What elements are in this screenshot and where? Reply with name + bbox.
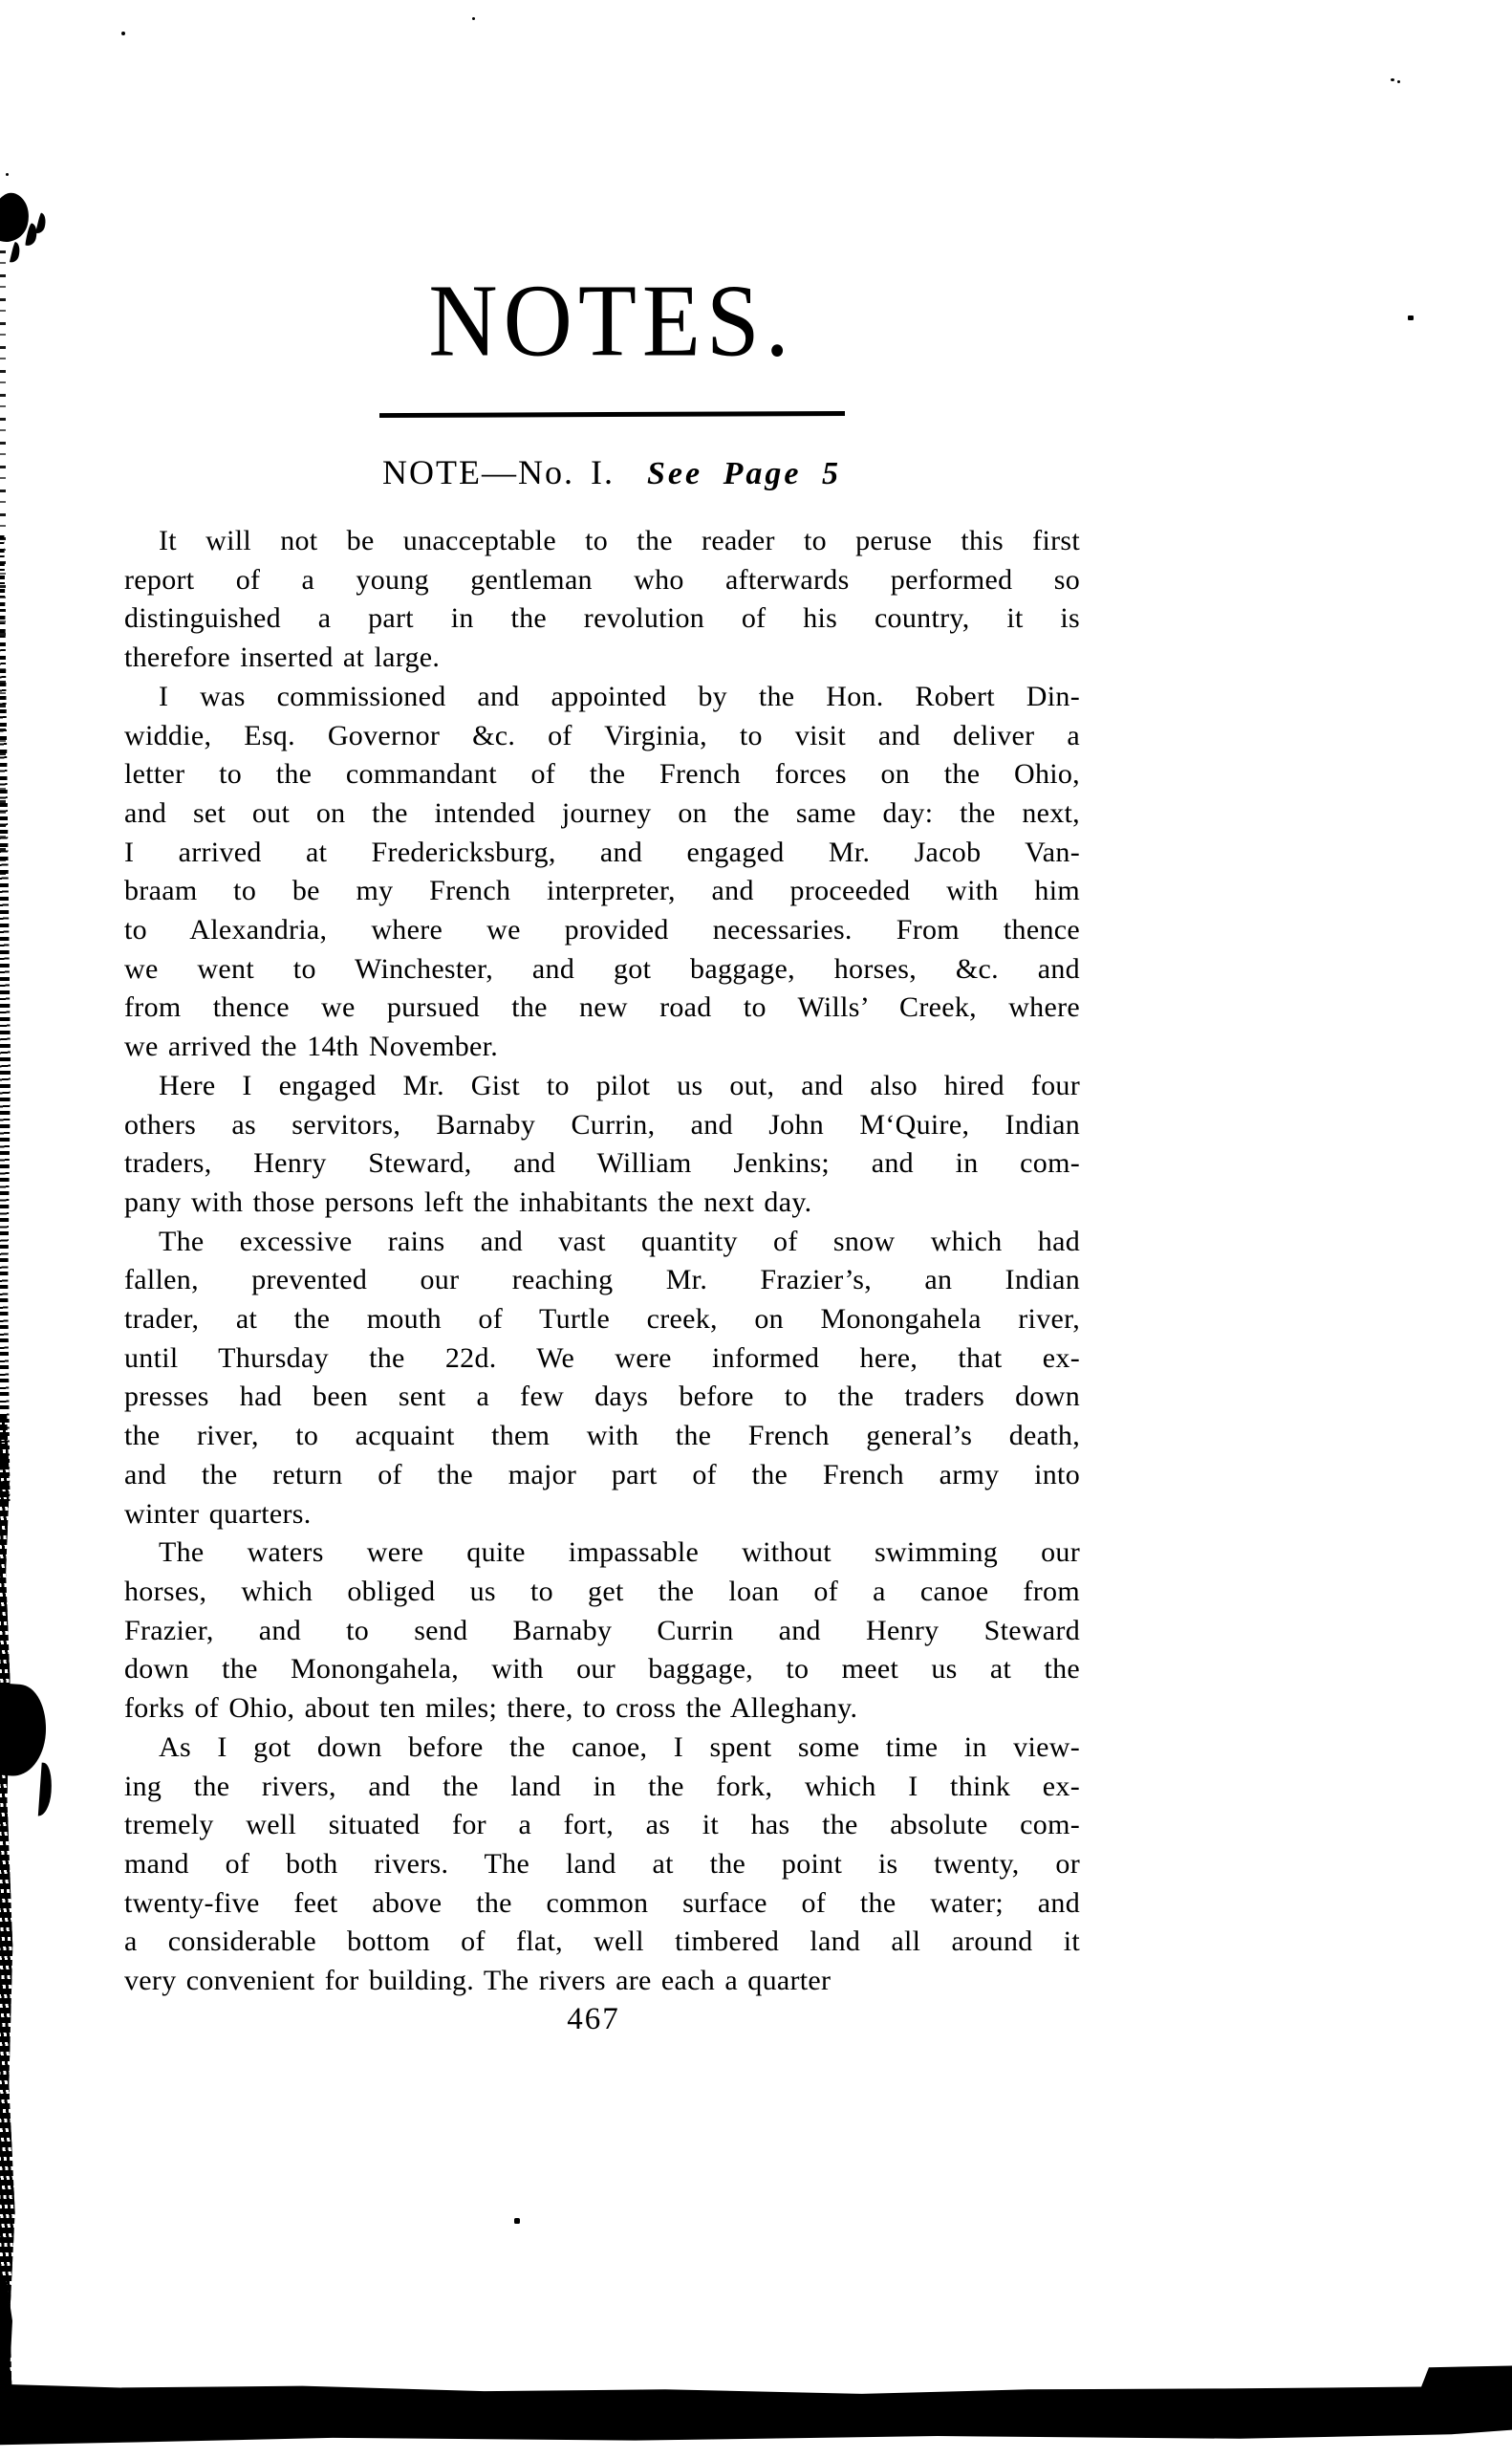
text-line: distinguished a part in the revolution of his country, it is	[124, 602, 1080, 635]
scan-ink-blob	[0, 189, 34, 247]
scan-edge-noise	[0, 1415, 16, 2400]
text-line: horses, which obliged us to get the loan of a canoe from	[124, 1575, 1080, 1607]
text-line: the river, to acquaint them with the French general’s death,	[124, 1420, 1080, 1452]
text-line: we went to Winchester, and got baggage, horses, &c. and	[124, 952, 1080, 985]
note-number-label: NOTE—No. I.	[382, 453, 615, 491]
text-line: until Thursday the 22d. We were informed here, that ex-	[124, 1341, 1080, 1374]
note-heading	[134, 451, 1090, 495]
text-line: down the Monongahela, with our baggage, to meet us at the	[124, 1653, 1080, 1686]
text-line: letter to the commandant of the French forces on the Ohio,	[124, 758, 1080, 791]
scan-bottom-bar	[0, 2360, 1512, 2447]
text-line: fallen, prevented our reaching Mr. Frazier’s, an Indian	[124, 1264, 1080, 1296]
text-line: presses had been sent a few days before to the traders down	[124, 1381, 1080, 1413]
scan-ink-blob	[0, 1683, 49, 1777]
scan-speck	[6, 173, 9, 176]
text-line: winter quarters.	[124, 1497, 312, 1530]
title-divider-rule	[379, 411, 845, 418]
text-line: The waters were quite impassable without swimming our	[159, 1536, 1080, 1569]
text-line: twenty-five feet above the common surface of the water; and	[124, 1886, 1080, 1919]
text-line: forks of Ohio, about ten miles; there, to cross the Alleghany.	[124, 1692, 858, 1725]
text-line: report of a young gentleman who afterwards performed so	[124, 563, 1080, 596]
text-line: The excessive rains and vast quantity of snow which had	[159, 1225, 1080, 1257]
text-line: trader, at the mouth of Turtle creek, on Monongahela river,	[124, 1303, 1080, 1336]
text-line: we arrived the 14th November.	[124, 1031, 499, 1063]
text-line: tremely well situated for a fort, as it has the absolute com-	[124, 1809, 1080, 1841]
scan-speck	[1391, 78, 1394, 81]
text-line: therefore inserted at large.	[124, 642, 441, 674]
scan-edge-noise	[0, 250, 6, 881]
text-line: traders, Henry Steward, and William Jenkins; and in com-	[124, 1147, 1080, 1180]
note-page-reference: See Page 5	[647, 456, 841, 491]
scan-speck	[472, 17, 475, 20]
text-line: and the return of the major part of the French army into	[124, 1458, 1080, 1490]
scan-edge-noise	[0, 535, 11, 1501]
text-line: a considerable bottom of flat, well timbered land all around it	[124, 1925, 1080, 1958]
text-line: I arrived at Fredericksburg, and engaged Mr. Jacob Van-	[124, 836, 1080, 868]
scan-speck	[1408, 315, 1414, 320]
text-line: and set out on the intended journey on the same day: the next,	[124, 796, 1080, 829]
scan-speck	[1397, 80, 1400, 83]
text-line: As I got down before the canoe, I spent some time in view-	[159, 1730, 1080, 1763]
note-body	[124, 522, 1080, 2001]
text-line: to Alexandria, where we provided necessaries. From thence	[124, 914, 1080, 946]
text-line: others as servitors, Barnaby Currin, and John M‘Quire, Indian	[124, 1108, 1080, 1141]
text-line: very convenient for building. The rivers are each a quarter	[124, 1965, 832, 1997]
text-line: mand of both rivers. The land at the point is twenty, or	[124, 1847, 1080, 1880]
scan-speck	[121, 32, 125, 35]
scan-speck	[514, 2218, 520, 2224]
text-line: It will not be unacceptable to the reader to peruse this first	[159, 525, 1080, 556]
text-line: braam to be my French interpreter, and proceeded with him	[124, 875, 1080, 907]
text-line: widdie, Esq. Governor &c. of Virginia, to visit and deliver a	[124, 719, 1080, 751]
text-line: I was commissioned and appointed by the Hon. Robert Din-	[159, 680, 1080, 712]
text-line: Frazier, and to send Barnaby Currin and Henry Steward	[124, 1614, 1080, 1646]
text-line: pany with those persons left the inhabitants the next day.	[124, 1185, 812, 1218]
text-line: Here I engaged Mr. Gist to pilot us out, and also hired four	[159, 1069, 1080, 1101]
text-line: from thence we pursued the new road to Wills’ Creek, where	[124, 991, 1080, 1024]
text-line: ing the rivers, and the land in the fork, which I think ex-	[124, 1770, 1080, 1802]
page-number: 467	[567, 2002, 620, 2036]
scan-edge-noise	[0, 2275, 12, 2395]
page-title: NOTES.	[428, 263, 795, 379]
